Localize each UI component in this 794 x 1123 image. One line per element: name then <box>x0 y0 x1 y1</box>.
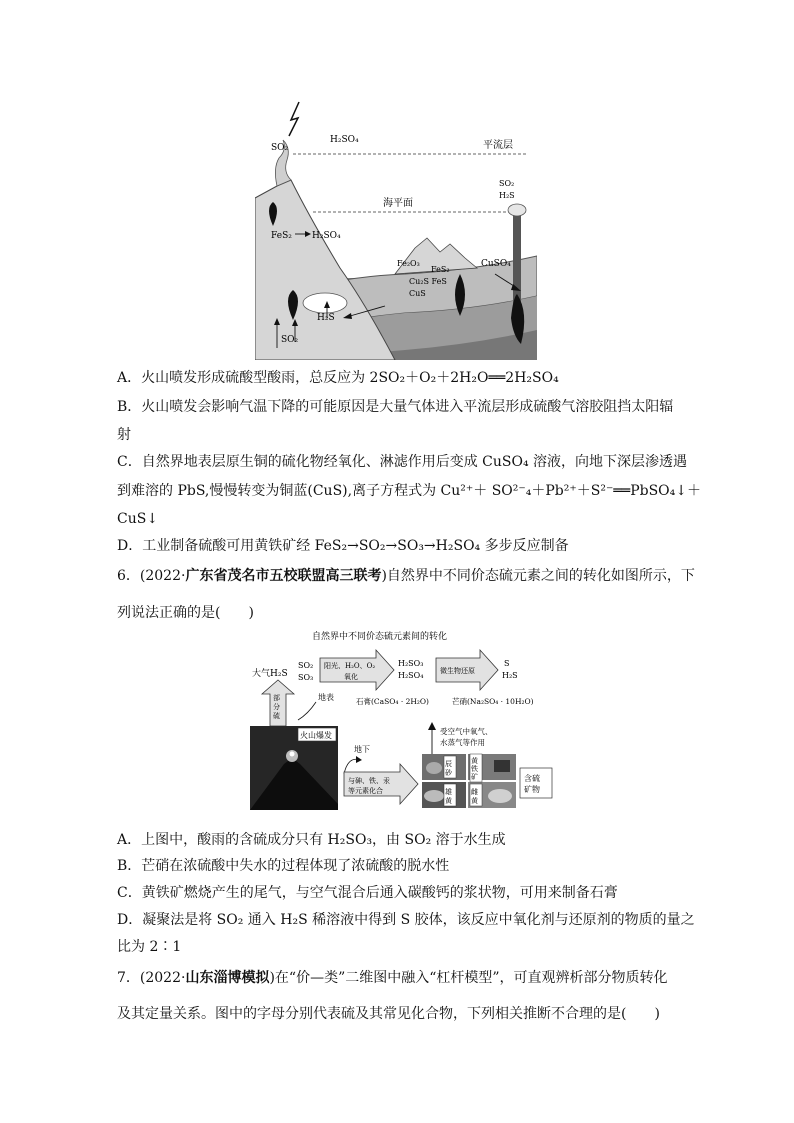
fig2-so3: SO₃ <box>298 673 314 682</box>
sulfur-transformation-figure <box>248 628 564 814</box>
option-5c-line2: 到难溶的 PbS,慢慢转变为铜蓝(CuS),离子方程式为 Cu²⁺＋ SO²⁻₄＋Pb²⁺＋S²⁻══PbSO₄↓＋ <box>117 483 702 499</box>
q6-number: 6．(2022· <box>117 568 186 584</box>
q6-source: 广东省茂名市五校联盟高三联考 <box>185 568 382 584</box>
label-so2-top: SO₂ <box>271 143 289 153</box>
fig2-sulfide-1: 含硫 <box>524 774 540 783</box>
option-6c: C．黄铁矿燃烧产生的尾气，与空气混合后通入碳酸钙的浆状物，可用来制备石膏 <box>117 885 618 901</box>
option-6d-line2: 比为 2∶1 <box>117 939 182 955</box>
fig2-underground: 地下 <box>354 745 370 754</box>
fig2-pyrite-3: 矿 <box>471 773 478 781</box>
fig2-cinnabar-1: 辰 <box>445 760 452 768</box>
label-stratosphere: 平流层 <box>483 140 513 151</box>
option-5b-line2: 射 <box>117 427 131 443</box>
label-cus: CuS <box>409 289 426 298</box>
fig2-surface: 地表 <box>318 693 334 702</box>
fig2-atm-h2s: 大气H₂S <box>252 669 288 679</box>
sulfur-cycle-figure <box>255 98 537 360</box>
fig2-combine-1: 与砷、铁、汞 <box>348 777 390 785</box>
question-6-stem-line1 <box>117 567 695 585</box>
option-5a: A．火山喷发形成硫酸型酸雨，总反应为 2SO₂＋O₂＋2H₂O══2H₂SO₄ <box>117 370 559 386</box>
label-so2-low: SO₂ <box>281 335 299 345</box>
q6-stem-text: )自然界中不同价态硫元素之间的转化如图所示，下 <box>381 568 695 584</box>
fig2-realgar-1: 雄 <box>445 788 452 796</box>
fig2-realgar-2: 黄 <box>445 797 452 805</box>
fig2-arrow2: 微生物还原 <box>440 667 475 675</box>
label-fes2-mid: FeS₂ <box>431 265 450 274</box>
fig2-so2: SO₂ <box>298 661 314 670</box>
fig2-orpiment-1: 雌 <box>471 788 478 796</box>
fig2-sulfide-2: 矿物 <box>524 785 540 794</box>
fig2-h2so3: H₂SO₃ <box>398 659 424 668</box>
option-6d-line1: D．凝聚法是将 SO₂ 通入 H₂S 稀溶液中得到 S 胶体，该反应中氧化剂与还原剂的物质的量之 <box>117 912 695 928</box>
q7-source: 山东淄博模拟 <box>185 970 270 986</box>
option-6a: A．上图中，酸雨的含硫成分只有 H₂SO₃，由 SO₂ 溶于水生成 <box>117 832 506 848</box>
fig2-cinnabar-2: 砂 <box>445 769 452 777</box>
fig2-mirabilite: 芒硝(Na₂SO₄ · 10H₂O) <box>452 697 534 706</box>
option-6b: B．芒硝在浓硫酸中失水的过程体现了浓硫酸的脱水性 <box>117 858 450 874</box>
label-h2s-right: H₂S <box>499 191 515 200</box>
fig2-weathering-1: 受空气中氧气、 <box>440 727 493 736</box>
fig2-partial-s-2: 分 <box>273 703 280 711</box>
q7-number: 7．(2022· <box>117 970 186 986</box>
fig2-orpiment-2: 黄 <box>471 797 478 805</box>
label-h2so4-top: H₂SO₄ <box>330 135 359 145</box>
label-h2s-low: H₂S <box>317 313 335 323</box>
fig2-weathering-2: 水蒸气等作用 <box>440 738 485 747</box>
question-7-stem-line1 <box>117 969 668 987</box>
option-5c-line3: CuS↓ <box>117 511 159 527</box>
fig2-partial-s-3: 硫 <box>273 712 280 720</box>
label-cuso4: CuSO₄ <box>481 259 511 269</box>
question-7-stem-line2: 及其定量关系。图中的字母分别代表硫及其常见化合物，下列相关推断不合理的是( ) <box>117 1006 660 1022</box>
fig2-h2so4: H₂SO₄ <box>398 671 424 680</box>
fig2-pyrite-1: 黄 <box>471 757 478 765</box>
fig2-partial-s-1: 部 <box>273 694 280 702</box>
label-h2so4-left: H₂SO₄ <box>312 231 341 241</box>
fig2-gypsum: 石膏(CaSO₄ · 2H₂O) <box>356 697 429 706</box>
fig2-volcano-label: 火山爆发 <box>300 731 332 740</box>
fig2-arrow1-top: 阳光、H₂O、O₂ <box>324 662 376 670</box>
fig2-title: 自然界中不同价态硫元素间的转化 <box>312 632 448 642</box>
label-fes2-left: FeS₂ <box>271 231 292 241</box>
q7-stem-text: )在“价—类”二维图中融入“杠杆模型”，可直观辨析部分物质转化 <box>269 970 668 986</box>
fig2-s: S <box>504 659 510 668</box>
option-5c-line1: C．自然界地表层原生铜的硫化物经氧化、淋滤作用后变成 CuSO₄ 溶液，向地下深层渗透遇 <box>117 454 688 470</box>
fig2-arrow1-bottom: 氧化 <box>344 673 358 681</box>
label-fe2o3: Fe₂O₃ <box>397 259 420 268</box>
label-cu2s-fes: Cu₂S FeS <box>409 277 447 286</box>
label-so2-right: SO₂ <box>499 179 515 188</box>
question-6-stem-line2: 列说法正确的是( ) <box>117 605 254 621</box>
fig2-h2s: H₂S <box>502 671 518 680</box>
fig2-pyrite-2: 铁 <box>471 765 478 773</box>
option-5b-line1: B．火山喷发会影响气温下降的可能原因是大量气体进入平流层形成硫酸气溶胶阻挡太阳辐 <box>117 399 674 415</box>
label-sealevel: 海平面 <box>383 198 413 209</box>
option-5d: D．工业制备硫酸可用黄铁矿经 FeS₂→SO₂→SO₃→H₂SO₄ 多步反应制备 <box>117 538 569 554</box>
fig2-combine-2: 等元素化合 <box>348 787 383 795</box>
